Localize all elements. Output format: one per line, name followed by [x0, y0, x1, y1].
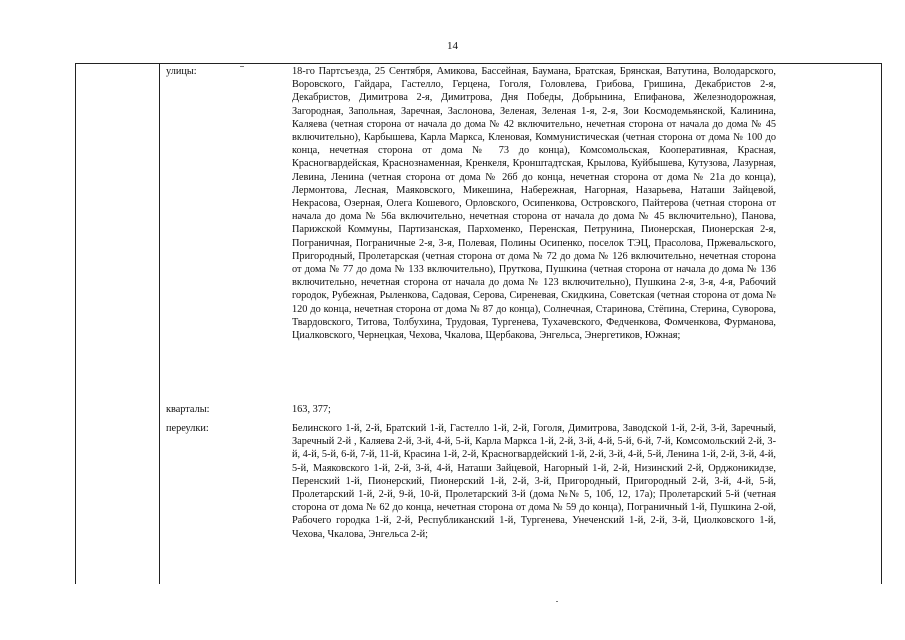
quarters-label: кварталы: [166, 404, 210, 415]
lanes-label: переулки: [166, 423, 209, 434]
scan-speck [240, 66, 244, 67]
scan-speck [556, 601, 558, 602]
quarters-list: 163, 377; [292, 404, 331, 415]
streets-label: улицы: [166, 66, 197, 77]
district-table [75, 63, 882, 584]
column-separator [159, 64, 160, 584]
table-row-lanes [166, 421, 881, 541]
lanes-list: Белинского 1-й, 2-й, Братский 1-й, Гастелло 1-й, 2-й, Гоголя, Димитрова, Заводской 1-й, 2-й, 3-й, Заречный, Заречный 2-й , Каляева 2-й, 3-й, 4-й, 5-й, Карла Маркса 1-й, 2-й, 3-й, 4-й, 5-й, 6-й, 7-й, Комсомольский 2-й, 3-й, 4-й, 5-й, 6-й, 7-й, 11-й, Красина 1-й, 2-й, Красногвардейский 1-й, 2-й, 3-й, 4-й, 5-й, Ленина 1-й, 2-й, 3-й, 4-й, 5-й, Маяковского 1-й, 2-й, 3-й, 4-й, Наташи Зайцевой, Нагорный 1-й, 2-й, Низинский 2-й, Орджоникидзе, Перенский 1-й, Пионерский, Пионерский 1-й, 2-й, 3-й, Пригородный, Пригородный 2-й, 3-й, 4-й, 5-й, Пролетарский 1-й, 2-й, 9-й, 10-й, Пролетарский 3-й (дома №№ 5, 10б, 12, 17а); Пролетарский 5-й (четная сторона от дома № 62 до конца, нечетная сторона от дома № 59 до конца), Пограничный 1-й, Пушкина 2-ой, Рабочего городка 1-й, 2-й, Республиканский 1-й, Тургенева, Унеченский 1-й, 2-й, 3-й, Циолковского 1-й, Чехова, Чкалова, Энгельса 2-й; [292, 423, 776, 540]
streets-list: 18-го Партсъезда, 25 Сентября, Амикова, Бассейная, Баумана, Братская, Брянская, Ватутина, Володарского, Воровского, Гайдара, Гастелло, Герцена, Гоголя, Головлева, Грибова, Гришина, Декабристов 2-я, Декабристов, Димитрова 2-я, Димитрова, Дня Победы, Добрынина, Епифанова, Железнодорожная, Загородная, Запольная, Заречная, Заслонова, Зеленая, Зеленая 1-я, 2-я, Зои Космодемьянской, Калинина, Каляева (четная сторона от начала до дома № 42 включительно, нечетная сторона от начала до дома № 45 включительно), Карбышева, Карла Маркса, Кленовая, Коммунистическая (четная сторона от дома № 100 до конца, нечетная сторона от дома № 73 до конца), Комсомольская, Кооперативная, Красная, Красногвардейская, Краснознаменная, Кренкеля, Кронштадтская, Крылова, Куйбышева, Кутузова, Лазурная, Левина, Ленина (четная сторона от дома № 26б до конца, нечетная сторона от дома № 21а до конца), Лермонтова, Лесная, Маяковского, Микешина, Набережная, Нагорная, Назарьева, Наташи Зайцевой, Некрасова, Озерная, Олега Кошевого, Орловского, Осипенкова, Островского, Пайтерова (четная сторона от начала до дома № 56а включительно, нечетная сторона от начала до дома № 45 включительно), Панова, Парижской Коммуны, Партизанская, Пархоменко, Перенская, Петрунина, Пионерская, Пионерская 2-я, Пограничная, Пограничные 2-я, 3-я, Полевая, Полины Осипенко, поселок ТЭЦ, Прасолова, Пржевальского, Пригородный, Пролетарская (четная сторона от дома № 72 до дома № 126 включительно, нечетная сторона от дома № 77 до дома № 133 включительно), Пруткова, Пушкина (четная сторона от начала до дома № 136 включительно, нечетная сторона от начала до дома № 123 включительно), Пушкина 2-я, 3-я, 4-я, Рабочий городок, Рубежная, Рыленкова, Садовая, Серова, Сиреневая, Скидкина, Советская (четная сторона от дома № 120 до конца, нечетная сторона от дома № 87 до конца), Солнечная, Старинова, Стёпина, Стерина, Суворова, Твардовского, Титова, Толбухина, Трудовая, Тургенева, Тухачевского, Федченкова, Фомченкова, Фурманова, Циалковского, Чернецкая, Чехова, Чкалова, Щербакова, Энгельса, Энергетиков, Южная; [292, 66, 776, 342]
page-number: 14 [447, 40, 458, 52]
table-row-streets [166, 64, 881, 342]
table-row-quarters [166, 402, 881, 416]
